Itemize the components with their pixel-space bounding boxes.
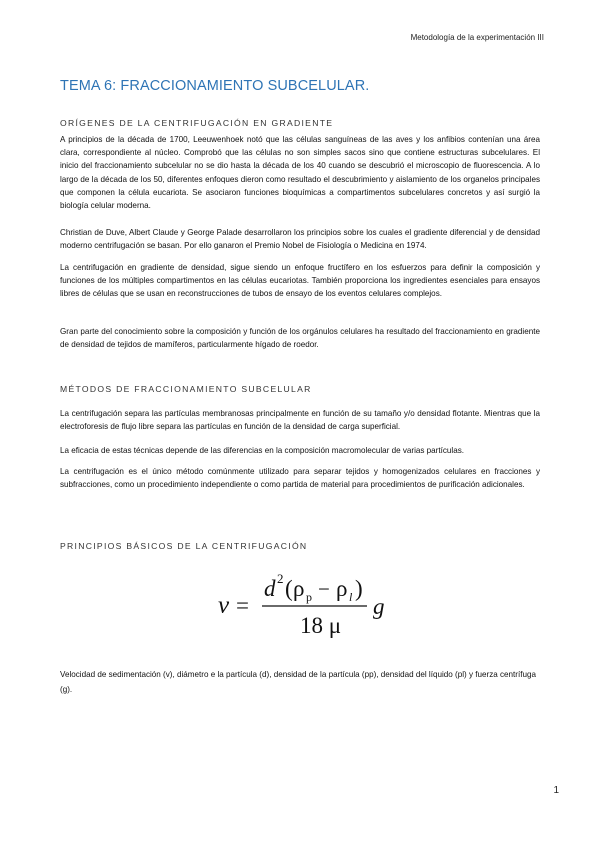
- formula-caption: Velocidad de sedimentación (v), diámetro e la partícula (d), densidad de la partícula (pp), densidad del líquido (pl) y fuerza centrífuga (g).: [60, 670, 537, 694]
- paragraph: La centrifugación separa las partículas membranosas principalmente en función de su tamaño y/o densidad flotante. Mientras que la electroforesis de flujo libre separa las partículas en función de la densidad de carga superficial.: [60, 409, 540, 432]
- paragraph: Gran parte del conocimiento sobre la composición y función de los orgánulos celulares ha resultado del fraccionamiento en gradiente de densidad de tejidos de mamíferos, particularmente hígado de roedor.: [60, 327, 540, 350]
- formula-rho-p: ρ: [293, 576, 305, 601]
- paragraph: La eficacia de estas técnicas depende de las diferencias en la composición macromolecular de varias partículas.: [60, 446, 465, 455]
- formula-velocity-symbol: ν: [218, 592, 230, 619]
- formula-diameter: d: [264, 576, 276, 601]
- formula-close-paren: ): [355, 576, 363, 601]
- section-heading-principios: PRINCIPIOS BÁSICOS DE LA CENTRIFUGACIÓN: [60, 541, 308, 551]
- paragraph: Christian de Duve, Albert Claude y George Palade desarrollaron los principios sobre los cuales el gradiente diferencial y de densidad moderno centrifugación se basan. Por ello ganaron el Premio Nobel de Fisiología o Medicina en 1974.: [60, 228, 540, 251]
- formula-minus: −: [318, 577, 330, 601]
- formula-sub-l: l: [349, 590, 353, 604]
- formula-open-paren: (: [285, 576, 293, 601]
- page-number: 1: [553, 785, 559, 796]
- formula-exponent: 2: [277, 571, 284, 586]
- paragraph: La centrifugación es el único método comúnmente utilizado para separar tejidos y homogenizados celulares en fracciones y subfracciones, como un procedimiento independiente o como partida de material para procedimientos de purificación adicionales.: [60, 467, 540, 490]
- sedimentation-formula: [212, 563, 392, 643]
- formula-denominator: 18 μ: [300, 613, 342, 638]
- section-heading-metodos: MÉTODOS DE FRACCIONAMIENTO SUBCELULAR: [60, 384, 312, 394]
- formula-rho-l: ρ: [336, 576, 348, 601]
- formula-gravity: g: [373, 594, 385, 619]
- paragraph: La centrifugación en gradiente de densidad, sigue siendo un enfoque fructífero en los esfuerzos para definir la composición y funciones de los múltiples compartimentos en las células eucariotas. También proporciona los ingredientes esenciales para ensayos libres de células que se usan en reconstrucciones de tubos de ensayo de los eventos celulares complejos.: [60, 263, 540, 299]
- formula-equals: =: [236, 593, 249, 618]
- section-heading-origenes: ORÍGENES DE LA CENTRIFUGACIÓN EN GRADIENTE: [60, 118, 334, 128]
- formula-sub-p: p: [306, 590, 312, 604]
- paragraph: A principios de la década de 1700, Leeuwenhoek notó que las células sanguíneas de las aves y los anfibios contenían una área clara, correspondiente al núcleo. Comprobó que las células no son simples sacos sino que contiene estructuras subcelulares. El inicio del fraccionamiento subcelular no se dio hasta la década de los 40 cuando se descubrió el microscopio de fluorescencia. A lo largo de la década de los 50, diferentes enfoques dieron como resultado el descubrimiento y aislamiento de los organelos principales que componen la célula eucariota. Se asociaron funciones bioquímicas a compartimentos subcelulares concretos y así surgió la biología celular moderna.: [60, 135, 540, 211]
- running-header: Metodología de la experimentación III: [410, 33, 544, 42]
- page-title: TEMA 6: FRACCIONAMIENTO SUBCELULAR.: [60, 78, 370, 94]
